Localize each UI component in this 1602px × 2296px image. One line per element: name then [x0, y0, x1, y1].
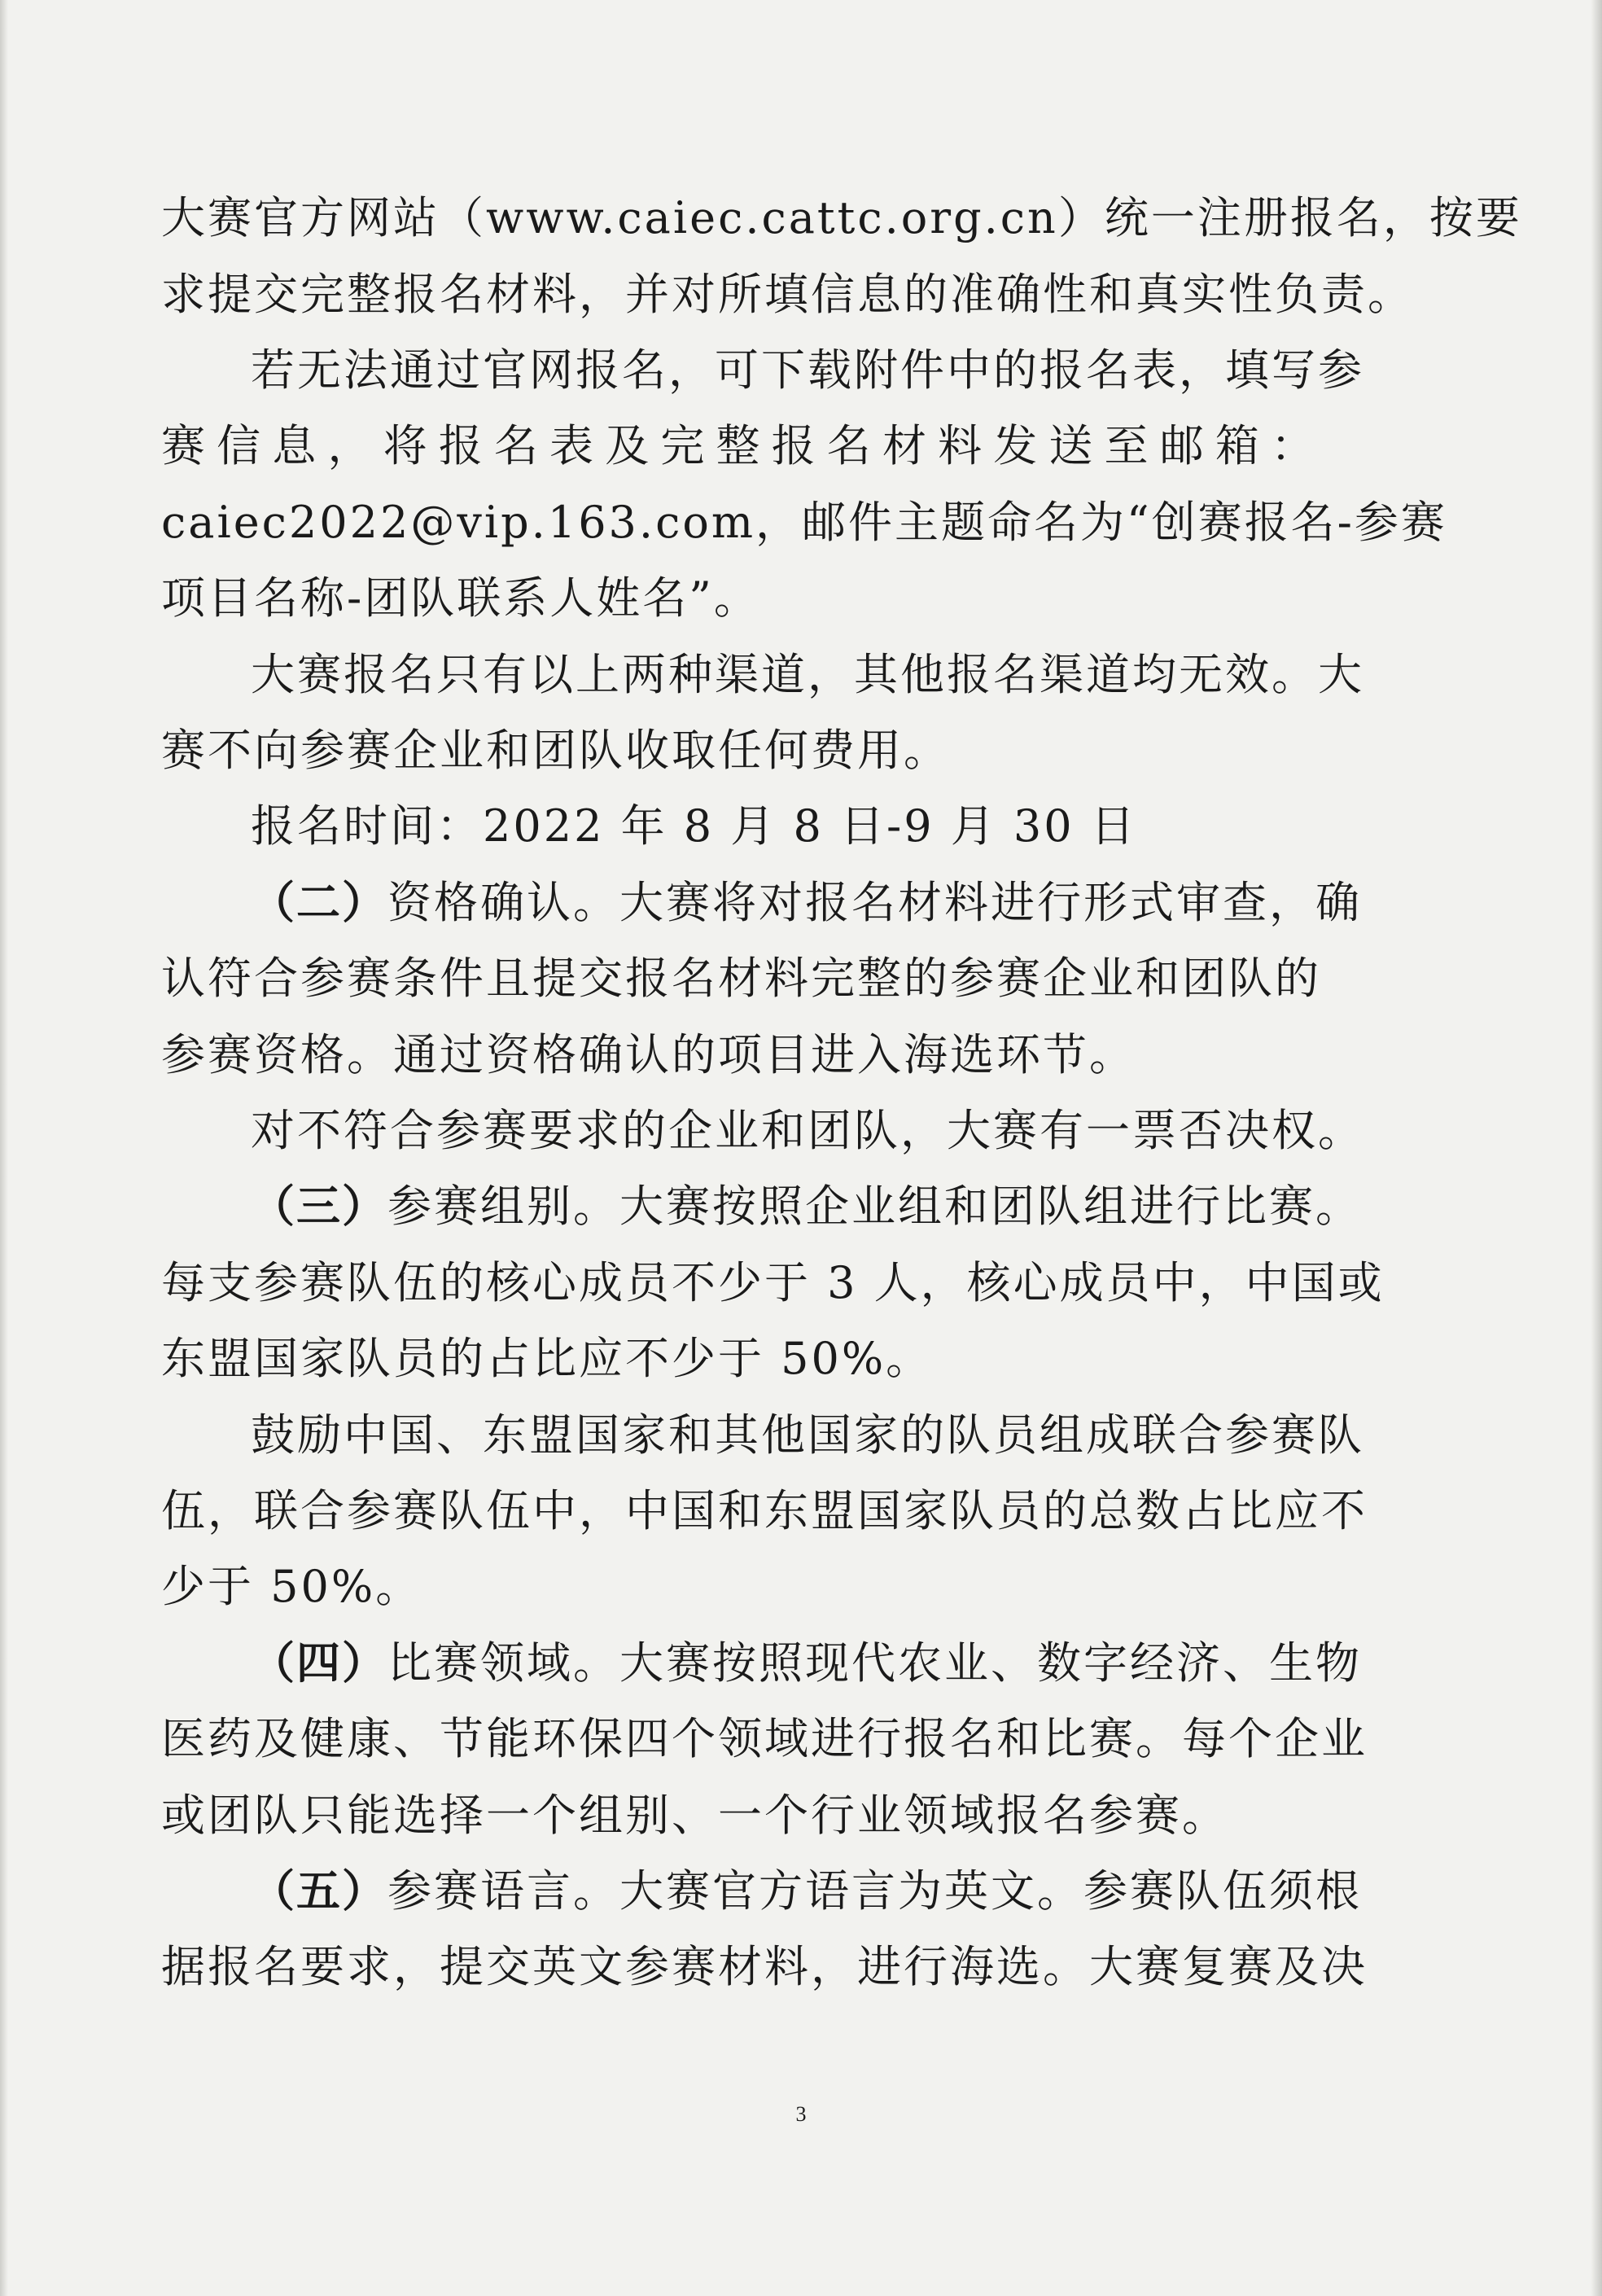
section-number: （五） — [251, 1865, 387, 1917]
paragraph-line: 项目名称-团队联系人姓名”。 — [161, 572, 760, 624]
section-text: 比赛领域。大赛按照现代农业、数字经济、生物 — [387, 1637, 1362, 1689]
paragraph-line: 对不符合参赛要求的企业和团队，大赛有一票否决权。 — [251, 1105, 1364, 1156]
paragraph-line: 据报名要求，提交英文参赛材料，进行海选。大赛复赛及决 — [161, 1941, 1368, 1992]
section-number: （四） — [251, 1637, 387, 1689]
paragraph-line: 若无法通过官网报名，可下载附件中的报名表，填写参 — [251, 344, 1364, 396]
paragraph-line: 东盟国家队员的占比应不少于 50%。 — [161, 1333, 933, 1384]
paragraph-line: 每支参赛队伍的核心成员不少于 3 人，核心成员中，中国或 — [161, 1257, 1385, 1308]
paragraph-line: caiec2022@vip.163.com，邮件主题命名为“创赛报名-参赛 — [161, 497, 1447, 548]
paragraph-line: 认符合参赛条件且提交报名材料完整的参赛企业和团队的 — [161, 953, 1321, 1004]
section-heading-line — [251, 1178, 1362, 1235]
paragraph-line: 伍，联合参赛队伍中，中国和东盟国家队员的总数占比应不 — [161, 1485, 1368, 1536]
paragraph-line: 或团队只能选择一个组别、一个行业领域报名参赛。 — [161, 1790, 1228, 1841]
scan-edge-right — [1591, 0, 1602, 2296]
paragraph-line: 报名时间：2022 年 8 月 8 日-9 月 30 日 — [251, 800, 1137, 852]
paragraph-line: 鼓励中国、东盟国家和其他国家的队员组成联合参赛队 — [251, 1409, 1364, 1461]
paragraph-line: 赛信息，将报名表及完整报名材料发送至邮箱： — [161, 420, 1317, 471]
section-heading-line — [251, 1863, 1362, 1920]
section-text: 参赛组别。大赛按照企业组和团队组进行比赛。 — [387, 1181, 1362, 1232]
paragraph-line: 医药及健康、节能环保四个领域进行报名和比赛。每个企业 — [161, 1713, 1368, 1764]
paragraph-line: 大赛官方网站（www.caiec.cattc.org.cn）统一注册报名，按要 — [161, 192, 1522, 243]
paragraph-line: 大赛报名只有以上两种渠道，其他报名渠道均无效。大 — [251, 649, 1364, 700]
section-heading-line — [251, 1635, 1362, 1692]
section-text: 资格确认。大赛将对报名材料进行形式审查，确 — [387, 877, 1362, 928]
section-text: 参赛语言。大赛官方语言为英文。参赛队伍须根 — [387, 1865, 1362, 1917]
section-heading-line — [251, 874, 1362, 931]
section-number: （三） — [251, 1181, 387, 1232]
paragraph-line: 赛不向参赛企业和团队收取任何费用。 — [161, 725, 950, 776]
page-number: 3 — [795, 2102, 807, 2126]
paragraph-line: 少于 50%。 — [161, 1561, 422, 1612]
scan-edge-left — [0, 0, 8, 2296]
section-number: （二） — [251, 877, 387, 928]
paragraph-line: 求提交完整报名材料，并对所填信息的准确性和真实性负责。 — [161, 269, 1414, 320]
paragraph-line: 参赛资格。通过资格确认的项目进入海选环节。 — [161, 1029, 1136, 1080]
